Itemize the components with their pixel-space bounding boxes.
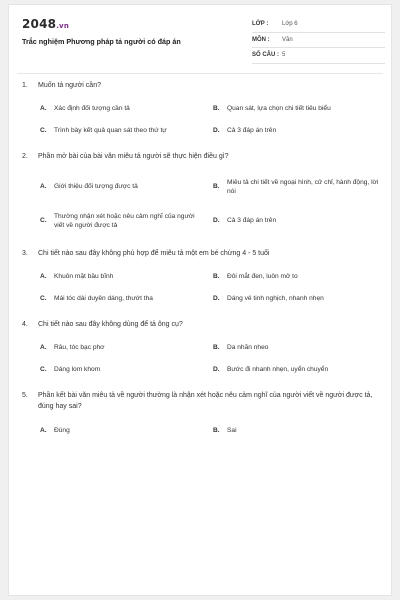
question-stem [22,320,382,331]
question-number: 5. [22,392,28,399]
answer-option-4c[interactable] [40,364,205,376]
answer-option-1d[interactable] [213,125,383,137]
option-letter: B. [213,344,220,352]
answer-option-2b[interactable] [213,176,383,198]
question-stem [22,391,382,412]
meta-label: MÔN : [252,36,270,43]
question-text: Muốn tả người cần? [38,82,101,89]
answer-option-5a[interactable] [40,425,205,437]
site-logo[interactable] [22,17,69,31]
logo-suffix: .vn [56,22,70,30]
option-text: Xác định đối tượng cần tả [54,105,130,113]
question-text: Phần mở bài của bài văn miêu tả người sẽ thực hiện điều gì? [38,153,229,160]
meta-value: Văn [282,36,293,43]
quiz-page [8,4,392,596]
option-text: Dáng lom khom [54,366,101,374]
meta-value: Lớp 6 [282,21,298,28]
option-letter: C. [40,366,47,374]
answer-option-3c[interactable] [40,293,205,305]
option-letter: B. [213,183,220,191]
option-letter: C. [40,127,47,135]
option-text: Da nhăn nheo [227,344,269,352]
answer-option-1c[interactable] [40,125,205,137]
question-4 [22,320,382,331]
option-text: Quan sát, lựa chọn chi tiết tiêu biểu [227,105,331,113]
quiz-meta [252,17,385,64]
option-letter: A. [40,183,47,191]
option-text: Giới thiệu đối tượng được tả [54,183,138,191]
answer-option-3a[interactable] [40,271,205,283]
header-divider [17,73,383,74]
option-text: Dáng vẻ tinh nghịch, nhanh nhẹn [227,295,324,303]
option-text: Miêu tả chi tiết về ngoại hình, cử chỉ, hành động, lời nói [227,178,379,195]
question-number: 1. [22,82,28,89]
option-letter: A. [40,105,47,113]
question-stem [22,81,382,92]
answer-option-2c[interactable] [40,210,205,232]
question-stem [22,249,382,260]
answer-option-4b[interactable] [213,342,383,354]
answer-option-3b[interactable] [213,271,383,283]
meta-label: LỚP : [252,21,269,28]
option-text: Cả 3 đáp án trên [227,217,277,225]
question-number: 2. [22,153,28,160]
option-letter: D. [213,295,220,303]
quiz-header [9,5,393,71]
option-text: Râu, tóc bạc phơ [54,344,105,352]
option-letter: B. [213,273,220,281]
option-text: Khuôn mặt bầu bĩnh [54,273,114,281]
option-letter: A. [40,273,47,281]
option-text: Sai [227,427,237,435]
answer-option-4d[interactable] [213,364,383,376]
question-3 [22,249,382,260]
option-letter: B. [213,427,220,435]
meta-row-count [252,48,385,64]
question-stem [22,152,382,163]
meta-row-subject [252,33,385,49]
meta-value: 5 [282,52,286,59]
option-text: Đúng [54,427,70,435]
answer-option-3d[interactable] [213,293,383,305]
option-letter: A. [40,427,47,435]
quiz-title: Trắc nghiệm Phương pháp tả người có đáp án [22,37,181,46]
option-text: Thường nhận xét hoặc nêu cảm nghĩ của người viết về người được tả [54,212,195,229]
option-text: Mái tóc dài duyên dáng, thướt tha [54,295,153,303]
option-letter: B. [213,105,220,113]
option-letter: C. [40,217,47,225]
option-letter: D. [213,127,220,135]
answer-option-1b[interactable] [213,103,383,115]
option-text: Bước đi nhanh nhẹn, uyển chuyển [227,366,329,374]
answer-option-1a[interactable] [40,103,205,115]
option-letter: D. [213,217,220,225]
answer-option-2a[interactable] [40,176,205,198]
question-text: Chi tiết nào sau đây không phù hợp để miêu tả một em bé chừng 4 - 5 tuổi [38,250,270,257]
option-letter: D. [213,366,220,374]
answer-option-5b[interactable] [213,425,383,437]
answer-option-4a[interactable] [40,342,205,354]
answer-option-2d[interactable] [213,210,383,232]
meta-row-class [252,17,385,33]
question-1 [22,81,382,92]
question-text: Chi tiết nào sau đây không dùng để tả ông cụ? [38,321,183,328]
option-text: Trình bày kết quả quan sát theo thứ tự [54,127,167,135]
question-number: 4. [22,321,28,328]
option-letter: A. [40,344,47,352]
question-number: 3. [22,250,28,257]
question-5 [22,391,382,412]
logo-main: 2048 [22,17,57,31]
option-text: Đôi mắt đen, luôn mở to [227,273,298,281]
question-text: Phần kết bài văn miêu tả về người thường là nhận xét hoặc nêu cảm nghĩ của người viết về người được tả, đúng hay sai? [38,392,373,410]
option-text: Cả 3 đáp án trên [227,127,277,135]
meta-label: SỐ CÂU : [252,52,279,59]
option-letter: C. [40,295,47,303]
question-2 [22,152,382,163]
